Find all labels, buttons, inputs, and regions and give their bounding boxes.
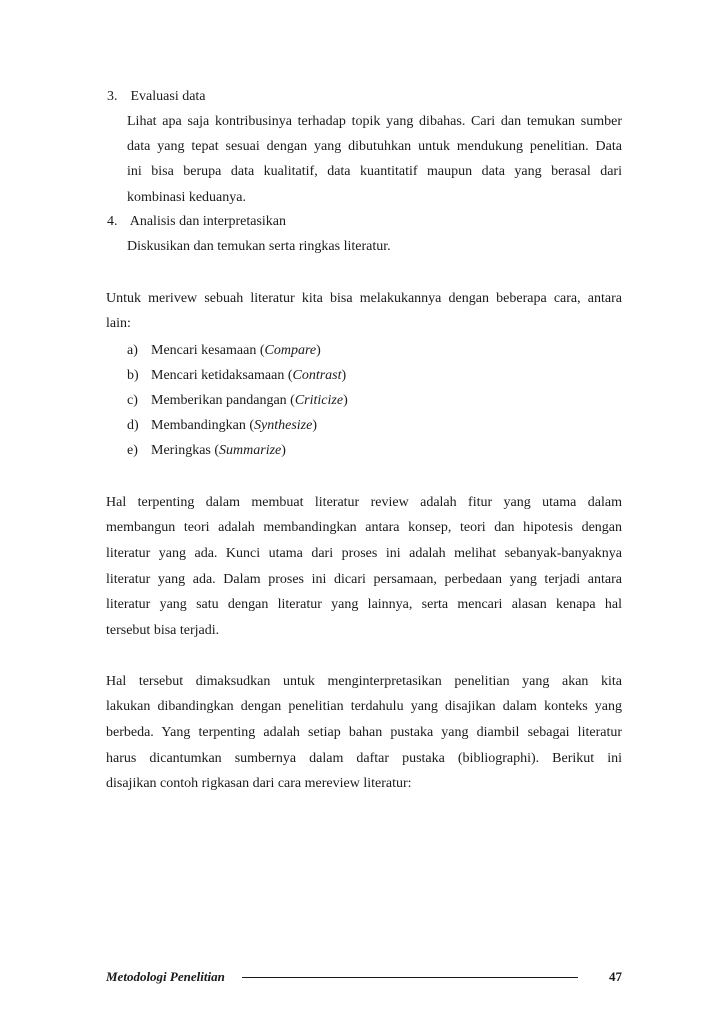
paragraph-line: disajikan contoh rigkasan dari cara mereview literatur: bbox=[106, 776, 412, 791]
paragraph-line: tersebut bisa terjadi. bbox=[106, 623, 220, 638]
method-item: a) Mencari kesamaan (Compare) bbox=[127, 343, 321, 358]
method-item: b) Mencari ketidaksamaan (Contrast) bbox=[127, 368, 347, 383]
paragraph-line: lakukan dibandingkan dengan penelitian terdahulu yang disajikan dalam konteks yang bbox=[106, 699, 622, 714]
intro-line: Untuk merivew sebuah literatur kita bisa melakukannya dengan beberapa cara, antara bbox=[106, 291, 622, 306]
method-item: d) Membandingkan (Synthesize) bbox=[127, 418, 318, 433]
paragraph-line: literatur yang ada. Dalam proses ini dicari persamaan, perbedaan yang terjadi antara bbox=[106, 572, 622, 587]
paragraph-line: membangun teori adalah membandingkan antara konsep, teori dan hipotesis dengan bbox=[106, 520, 622, 535]
list-number: 4. bbox=[107, 214, 118, 229]
intro-line: lain: bbox=[106, 316, 131, 331]
paragraph-line: harus dicantumkan sumbernya dalam daftar pustaka (bibliographi). Berikut ini bbox=[106, 751, 622, 766]
page-number: 47 bbox=[609, 969, 622, 984]
list-body-line: kombinasi keduanya. bbox=[127, 190, 246, 205]
list-body-line: data yang tepat sesuai dengan yang dibutuhkan untuk mendukung penelitian. Data bbox=[127, 139, 622, 154]
list-item-heading bbox=[107, 213, 286, 231]
list-title: Analisis dan interpretasikan bbox=[129, 214, 287, 229]
list-body-line: ini bisa berupa data kualitatif, data kuantitatif maupun data yang berasal dari bbox=[127, 164, 622, 179]
footer-divider bbox=[242, 977, 578, 978]
list-body-line: Lihat apa saja kontribusinya terhadap topik yang dibahas. Cari dan temukan sumber bbox=[127, 114, 622, 129]
method-item: e) Meringkas (Summarize) bbox=[127, 443, 286, 458]
method-item: c) Memberikan pandangan (Criticize) bbox=[127, 393, 348, 408]
paragraph-line: Hal tersebut dimaksudkan untuk menginterpretasikan penelitian yang akan kita bbox=[106, 674, 622, 689]
list-number: 3. bbox=[107, 89, 118, 104]
list-title: Evaluasi data bbox=[130, 89, 206, 104]
paragraph-line: literatur yang ada. Kunci utama dari proses ini adalah melihat sebanyak-banyaknya bbox=[106, 546, 622, 561]
paragraph-line: Hal terpenting dalam membuat literatur review adalah fitur yang utama dalam bbox=[106, 495, 622, 510]
footer-title: Metodologi Penelitian bbox=[106, 969, 225, 984]
list-item-heading bbox=[107, 88, 206, 106]
paragraph-line: berbeda. Yang terpenting adalah setiap bahan pustaka yang diambil sebagai literatur bbox=[106, 725, 622, 740]
list-body-line: Diskusikan dan temukan serta ringkas literatur. bbox=[127, 239, 391, 254]
paragraph-line: literatur yang satu dengan literatur yang lainnya, serta mencari alasan kenapa hal bbox=[106, 597, 622, 612]
